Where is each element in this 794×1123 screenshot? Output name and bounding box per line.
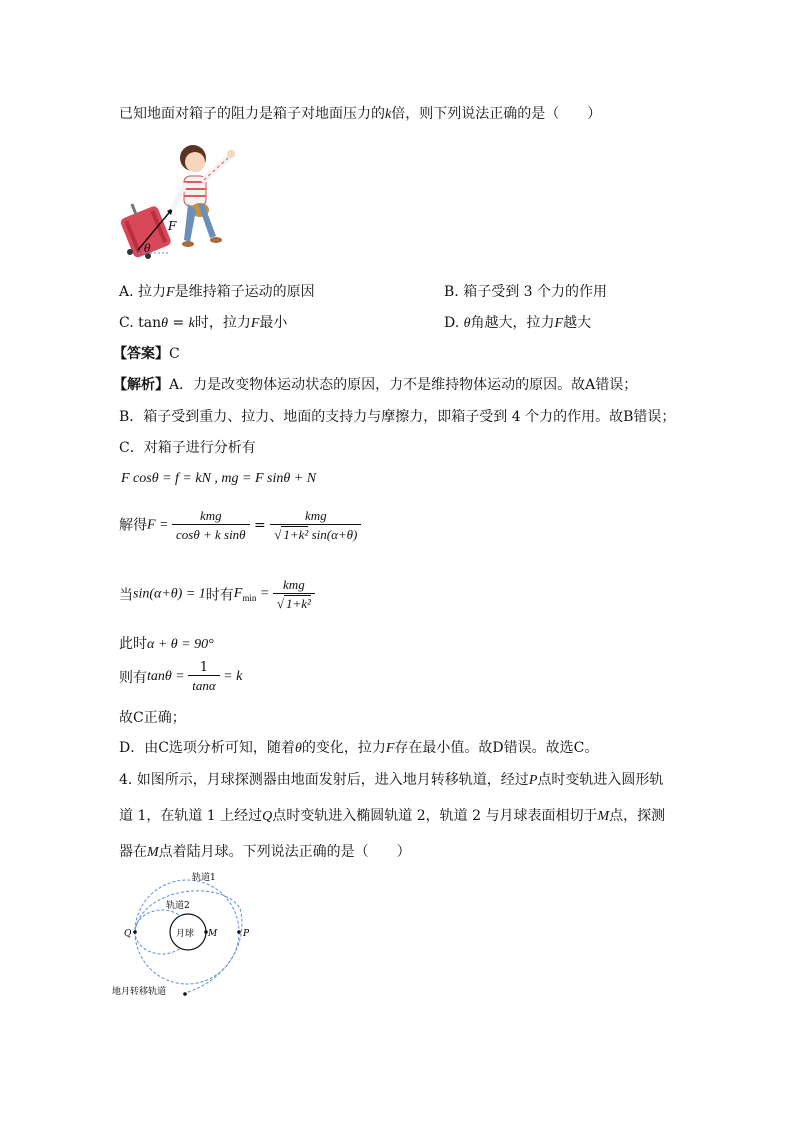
label-theta: θ bbox=[144, 242, 151, 255]
option-D[interactable]: D. θ角越大，拉力F越大 bbox=[444, 315, 592, 331]
orbit-figure bbox=[110, 868, 260, 1008]
option-A[interactable]: A. 拉力F是维持箱子运动的原因 bbox=[119, 284, 315, 300]
question-intro bbox=[119, 103, 601, 123]
equation-then: 此时α + θ = 90° bbox=[119, 636, 214, 652]
equation-when: 当sin(α+θ) = 1时有$F_{min}$ = $\frac{\text{kmg}}{\text{√ 1+k²}}$ bbox=[119, 577, 315, 612]
svg-text:地月转移轨道: 地月转移轨道 bbox=[112, 987, 167, 997]
analysis-line-B: B．箱子受到重力、拉力、地面的支持力与摩擦力，即箱子受到 4 个力的作用。故B错误； bbox=[119, 409, 676, 425]
answer-line bbox=[113, 343, 180, 363]
intro-k: k bbox=[385, 107, 392, 122]
answer-value: C bbox=[169, 346, 180, 362]
svg-text:P: P bbox=[243, 929, 250, 939]
option-B[interactable]: B. 箱子受到 3 个力的作用 bbox=[444, 284, 607, 300]
analysis-line-D: D．由C选项分析可知，随着θ的变化，拉力F存在最小值。故D错误。故选C。 bbox=[119, 740, 599, 756]
girl-face bbox=[185, 152, 205, 172]
answer-tag: 【答案】 bbox=[113, 346, 169, 362]
svg-text:Q: Q bbox=[124, 929, 132, 939]
analysis-line-A: 【解析】A．力是改变物体运动状态的原因，力不是维持物体运动的原因。故A错误； bbox=[113, 377, 638, 393]
equation-have: 则有tanθ = $\frac{1}{\tan\alpha}$ = k bbox=[119, 660, 243, 693]
equation-1: F cosθ = f = kN , mg = F sinθ + N bbox=[121, 471, 317, 486]
equation-solve: 解得F = $\frac{\text{kmg}}{\text{cosθ + k sinθ}}$ = $\frac{\text{kmg}}{\text{√ 1+k² sin(α+θ)}}$ bbox=[119, 508, 361, 543]
suitcase-illustration bbox=[118, 140, 248, 262]
intro-tail: 倍，则下列说法正确的是（ ） bbox=[391, 106, 602, 122]
q4-line-3: 器在M点着陆月球。下列说法正确的是（ ） bbox=[119, 844, 411, 860]
analysis-tag: 【解析】 bbox=[113, 377, 169, 393]
option-C[interactable]: C. tanθ = k时，拉力F最小 bbox=[119, 315, 288, 331]
intro-text: 已知地面对箱子的阻力是箱子对地面压力的 bbox=[119, 106, 385, 122]
svg-text:月球: 月球 bbox=[176, 929, 195, 939]
fraction-4: $\frac{1}{\tan\alpha}$ bbox=[188, 660, 219, 694]
q4-line-2: 道 1，在轨道 1 上经过Q点时变轨进入椭圆轨道 2，轨道 2 与月球表面相切于M点，探测 bbox=[119, 808, 666, 824]
q4-line-1: 4. 如图所示，月球探测器由地面发射后，进入地月转移轨道，经过P点时变轨进入圆形轨 bbox=[119, 772, 664, 788]
label-F: F bbox=[168, 219, 177, 233]
svg-text:M: M bbox=[208, 929, 218, 939]
fraction-2: $\frac{\text{kmg}}{\text{√ 1+k² sin(α+θ)}}$ bbox=[270, 508, 361, 543]
orbit-diagram bbox=[110, 868, 260, 1008]
suitcase-figure bbox=[118, 140, 248, 262]
svg-text:轨道2: 轨道2 bbox=[166, 901, 190, 911]
conclusion-C: 故C正确； bbox=[119, 710, 186, 726]
fraction-1: $\frac{\text{kmg}}{\text{cosθ + k sinθ}}$ bbox=[172, 508, 250, 543]
fraction-3: $\frac{\text{kmg}}{\text{√ 1+k²}}$ bbox=[273, 577, 315, 612]
svg-text:轨道1: 轨道1 bbox=[192, 873, 216, 883]
analysis-line-C: C．对箱子进行分析有 bbox=[119, 440, 256, 456]
